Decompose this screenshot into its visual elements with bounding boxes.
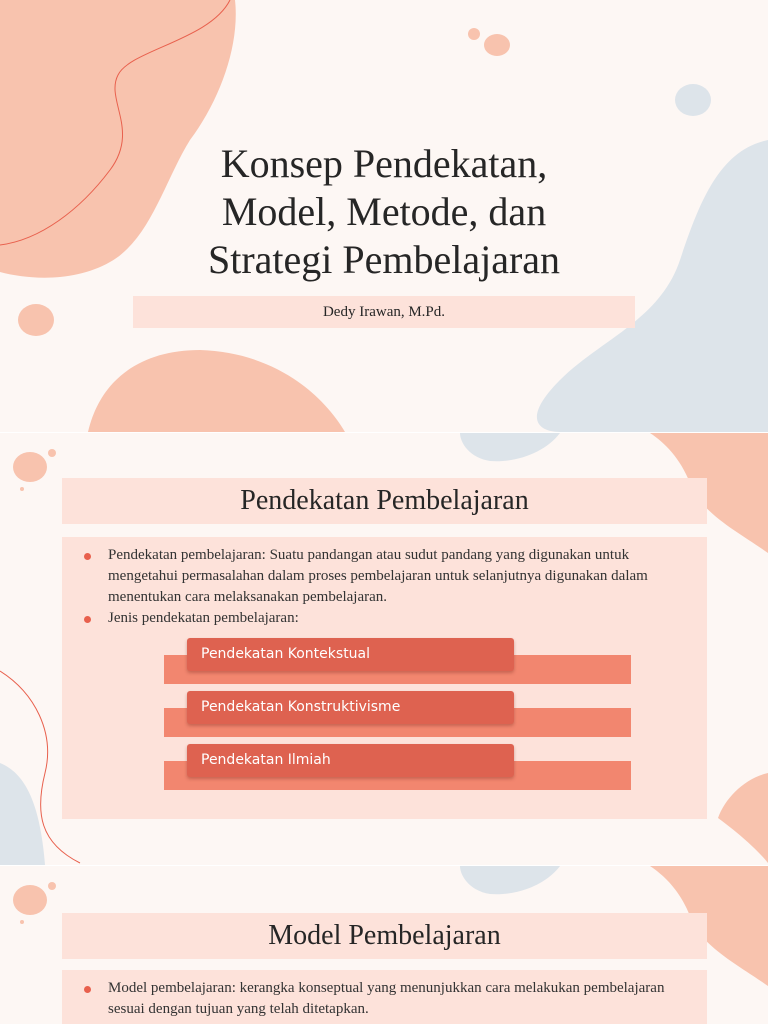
author-name: Dedy Irawan, M.Pd. bbox=[133, 296, 635, 328]
bullet-dot-icon bbox=[84, 553, 91, 560]
title-slide bbox=[0, 0, 768, 432]
title-line: Strategi Pembelajaran bbox=[207, 237, 561, 282]
bullet-text: Pendekatan pembelajaran: Suatu pandangan atau sudut pandang yang digunakan untuk mengetahui permasalahan dalam proses pembelajaran untuk selanjutnya digunakan dalam menentukan cara melaksanakan pembelajaran. bbox=[108, 547, 648, 605]
blue-blob-left bbox=[0, 763, 45, 865]
blue-blob-top bbox=[460, 433, 560, 461]
blob-small-blue bbox=[675, 84, 711, 116]
list-item bbox=[84, 545, 684, 608]
model-slide bbox=[0, 866, 768, 1024]
content-box bbox=[62, 970, 707, 1024]
bullet-list bbox=[84, 978, 684, 1020]
approach-item: Pendekatan Kontekstual bbox=[187, 638, 514, 671]
presentation-title bbox=[84, 140, 684, 284]
blob-small-peach-1 bbox=[13, 452, 47, 482]
bullet-text: Model pembelajaran: kerangka konseptual yang menunjukkan cara melakukan pembelajaran sesuai dengan tujuan yang telah ditetapkan. bbox=[108, 980, 665, 1017]
bullet-dot-icon bbox=[84, 616, 91, 623]
list-item bbox=[84, 978, 684, 1020]
blob-dot bbox=[20, 487, 24, 491]
blob-small-peach-2 bbox=[484, 34, 510, 56]
title-line: Model, Metode, dan bbox=[221, 189, 547, 234]
title-line: Konsep Pendekatan, bbox=[220, 141, 548, 186]
blob-small-peach-3 bbox=[468, 28, 480, 40]
blue-blob-top bbox=[460, 866, 560, 894]
peach-mound-bottom bbox=[88, 350, 345, 432]
bullet-list bbox=[84, 545, 684, 629]
blob-small-peach-1 bbox=[13, 885, 47, 915]
peach-blob-bottom-right bbox=[718, 773, 768, 863]
blob-dot bbox=[48, 882, 56, 890]
approach-slide bbox=[0, 433, 768, 865]
blob-dot bbox=[48, 449, 56, 457]
blob-small-peach-1 bbox=[18, 304, 54, 336]
slide-heading: Model Pembelajaran bbox=[62, 913, 707, 959]
slide-heading: Pendekatan Pembelajaran bbox=[62, 478, 707, 524]
content-box bbox=[62, 537, 707, 819]
approach-item: Pendekatan Konstruktivisme bbox=[187, 691, 514, 724]
approach-item: Pendekatan Ilmiah bbox=[187, 744, 514, 777]
bullet-text: Jenis pendekatan pembelajaran: bbox=[108, 610, 299, 626]
list-item bbox=[84, 608, 684, 629]
bullet-dot-icon bbox=[84, 986, 91, 993]
blob-dot bbox=[20, 920, 24, 924]
